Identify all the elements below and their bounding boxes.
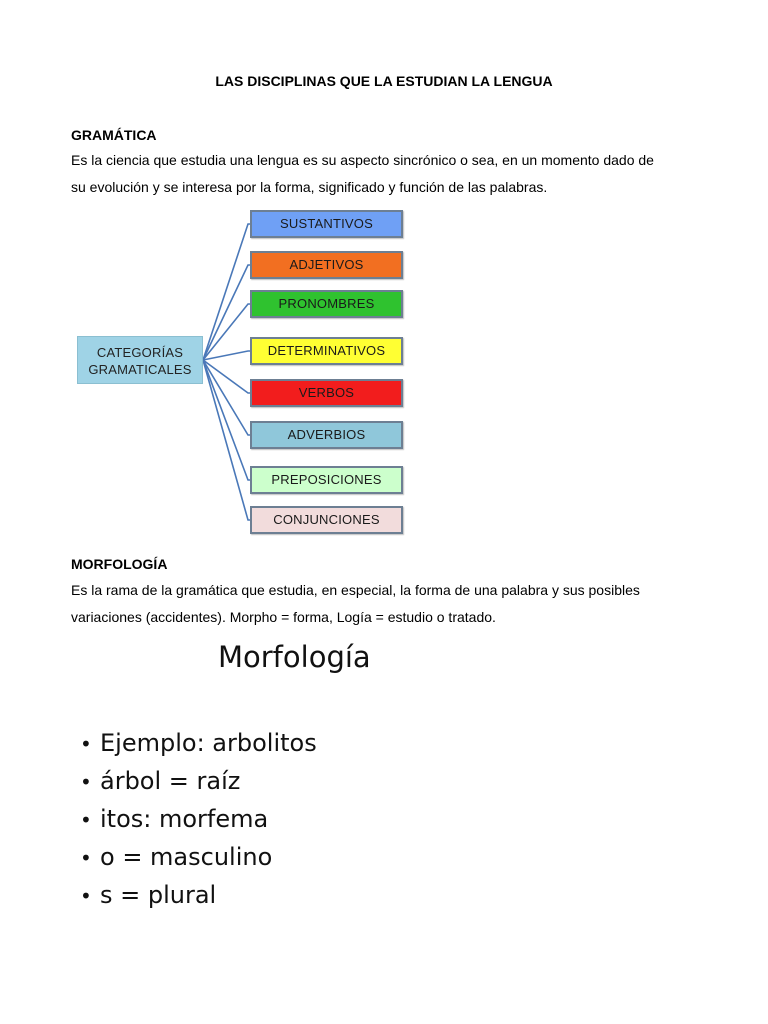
connector-line (203, 265, 250, 360)
morfologia-paragraph (71, 577, 707, 631)
bullet-icon: • (80, 846, 92, 870)
category-box-sustantivos: SUSTANTIVOS (250, 210, 403, 238)
slide-bullet-text: itos: morfema (100, 805, 269, 833)
category-box-pronombres: PRONOMBRES (250, 290, 403, 318)
morfologia-line-1: Es la rama de la gramática que estudia, en especial, la forma de una palabra y sus posibles (71, 582, 640, 598)
slide-bullet-item (80, 800, 317, 838)
connector-line (203, 224, 250, 360)
slide-bullet-item (80, 724, 317, 762)
slide-bullet-item (80, 838, 317, 876)
slide-bullet-item (80, 876, 317, 914)
gramatica-line-1: Es la ciencia que estudia una lengua es su aspecto sincrónico o sea, en un momento dado de (71, 152, 654, 168)
slide-bullet-text: árbol = raíz (100, 767, 241, 795)
bullet-icon: • (80, 732, 92, 756)
gramatica-line-2: su evolución y se interesa por la forma, significado y función de las palabras. (71, 179, 548, 195)
slide-bullet-list (80, 724, 317, 914)
category-box-determinativos: DETERMINATIVOS (250, 337, 403, 365)
slide-bullet-text: s = plural (100, 881, 217, 909)
slide-bullet-text: Ejemplo: arbolitos (100, 729, 317, 757)
morfologia-line-2: variaciones (accidentes). Morpho = forma, Logía = estudio o tratado. (71, 609, 496, 625)
category-box-adjetivos: ADJETIVOS (250, 251, 403, 279)
grammatical-categories-diagram (70, 205, 410, 540)
slide-title: Morfología (218, 640, 371, 674)
bullet-icon: • (80, 808, 92, 832)
bullet-icon: • (80, 884, 92, 908)
root-line-2: GRAMATICALES (88, 362, 192, 377)
category-box-verbos: VERBOS (250, 379, 403, 407)
bullet-icon: • (80, 770, 92, 794)
gramatica-paragraph (71, 147, 707, 201)
root-line-1: CATEGORÍAS (96, 345, 184, 360)
category-box-conjunciones: CONJUNCIONES (250, 506, 403, 534)
slide-bullet-item (80, 762, 317, 800)
morfologia-heading: MORFOLOGÍA (71, 556, 168, 572)
morfologia-slide (70, 640, 490, 920)
category-box-preposiciones: PREPOSICIONES (250, 466, 403, 494)
gramatica-heading: GRAMÁTICA (71, 127, 157, 143)
root-box-categorias-gramaticales (77, 336, 203, 384)
connector-line (203, 360, 250, 393)
connector-line (203, 360, 250, 520)
category-box-adverbios: ADVERBIOS (250, 421, 403, 449)
slide-bullet-text: o = masculino (100, 843, 273, 871)
document-title: LAS DISCIPLINAS QUE LA ESTUDIAN LA LENGUA (215, 73, 553, 89)
